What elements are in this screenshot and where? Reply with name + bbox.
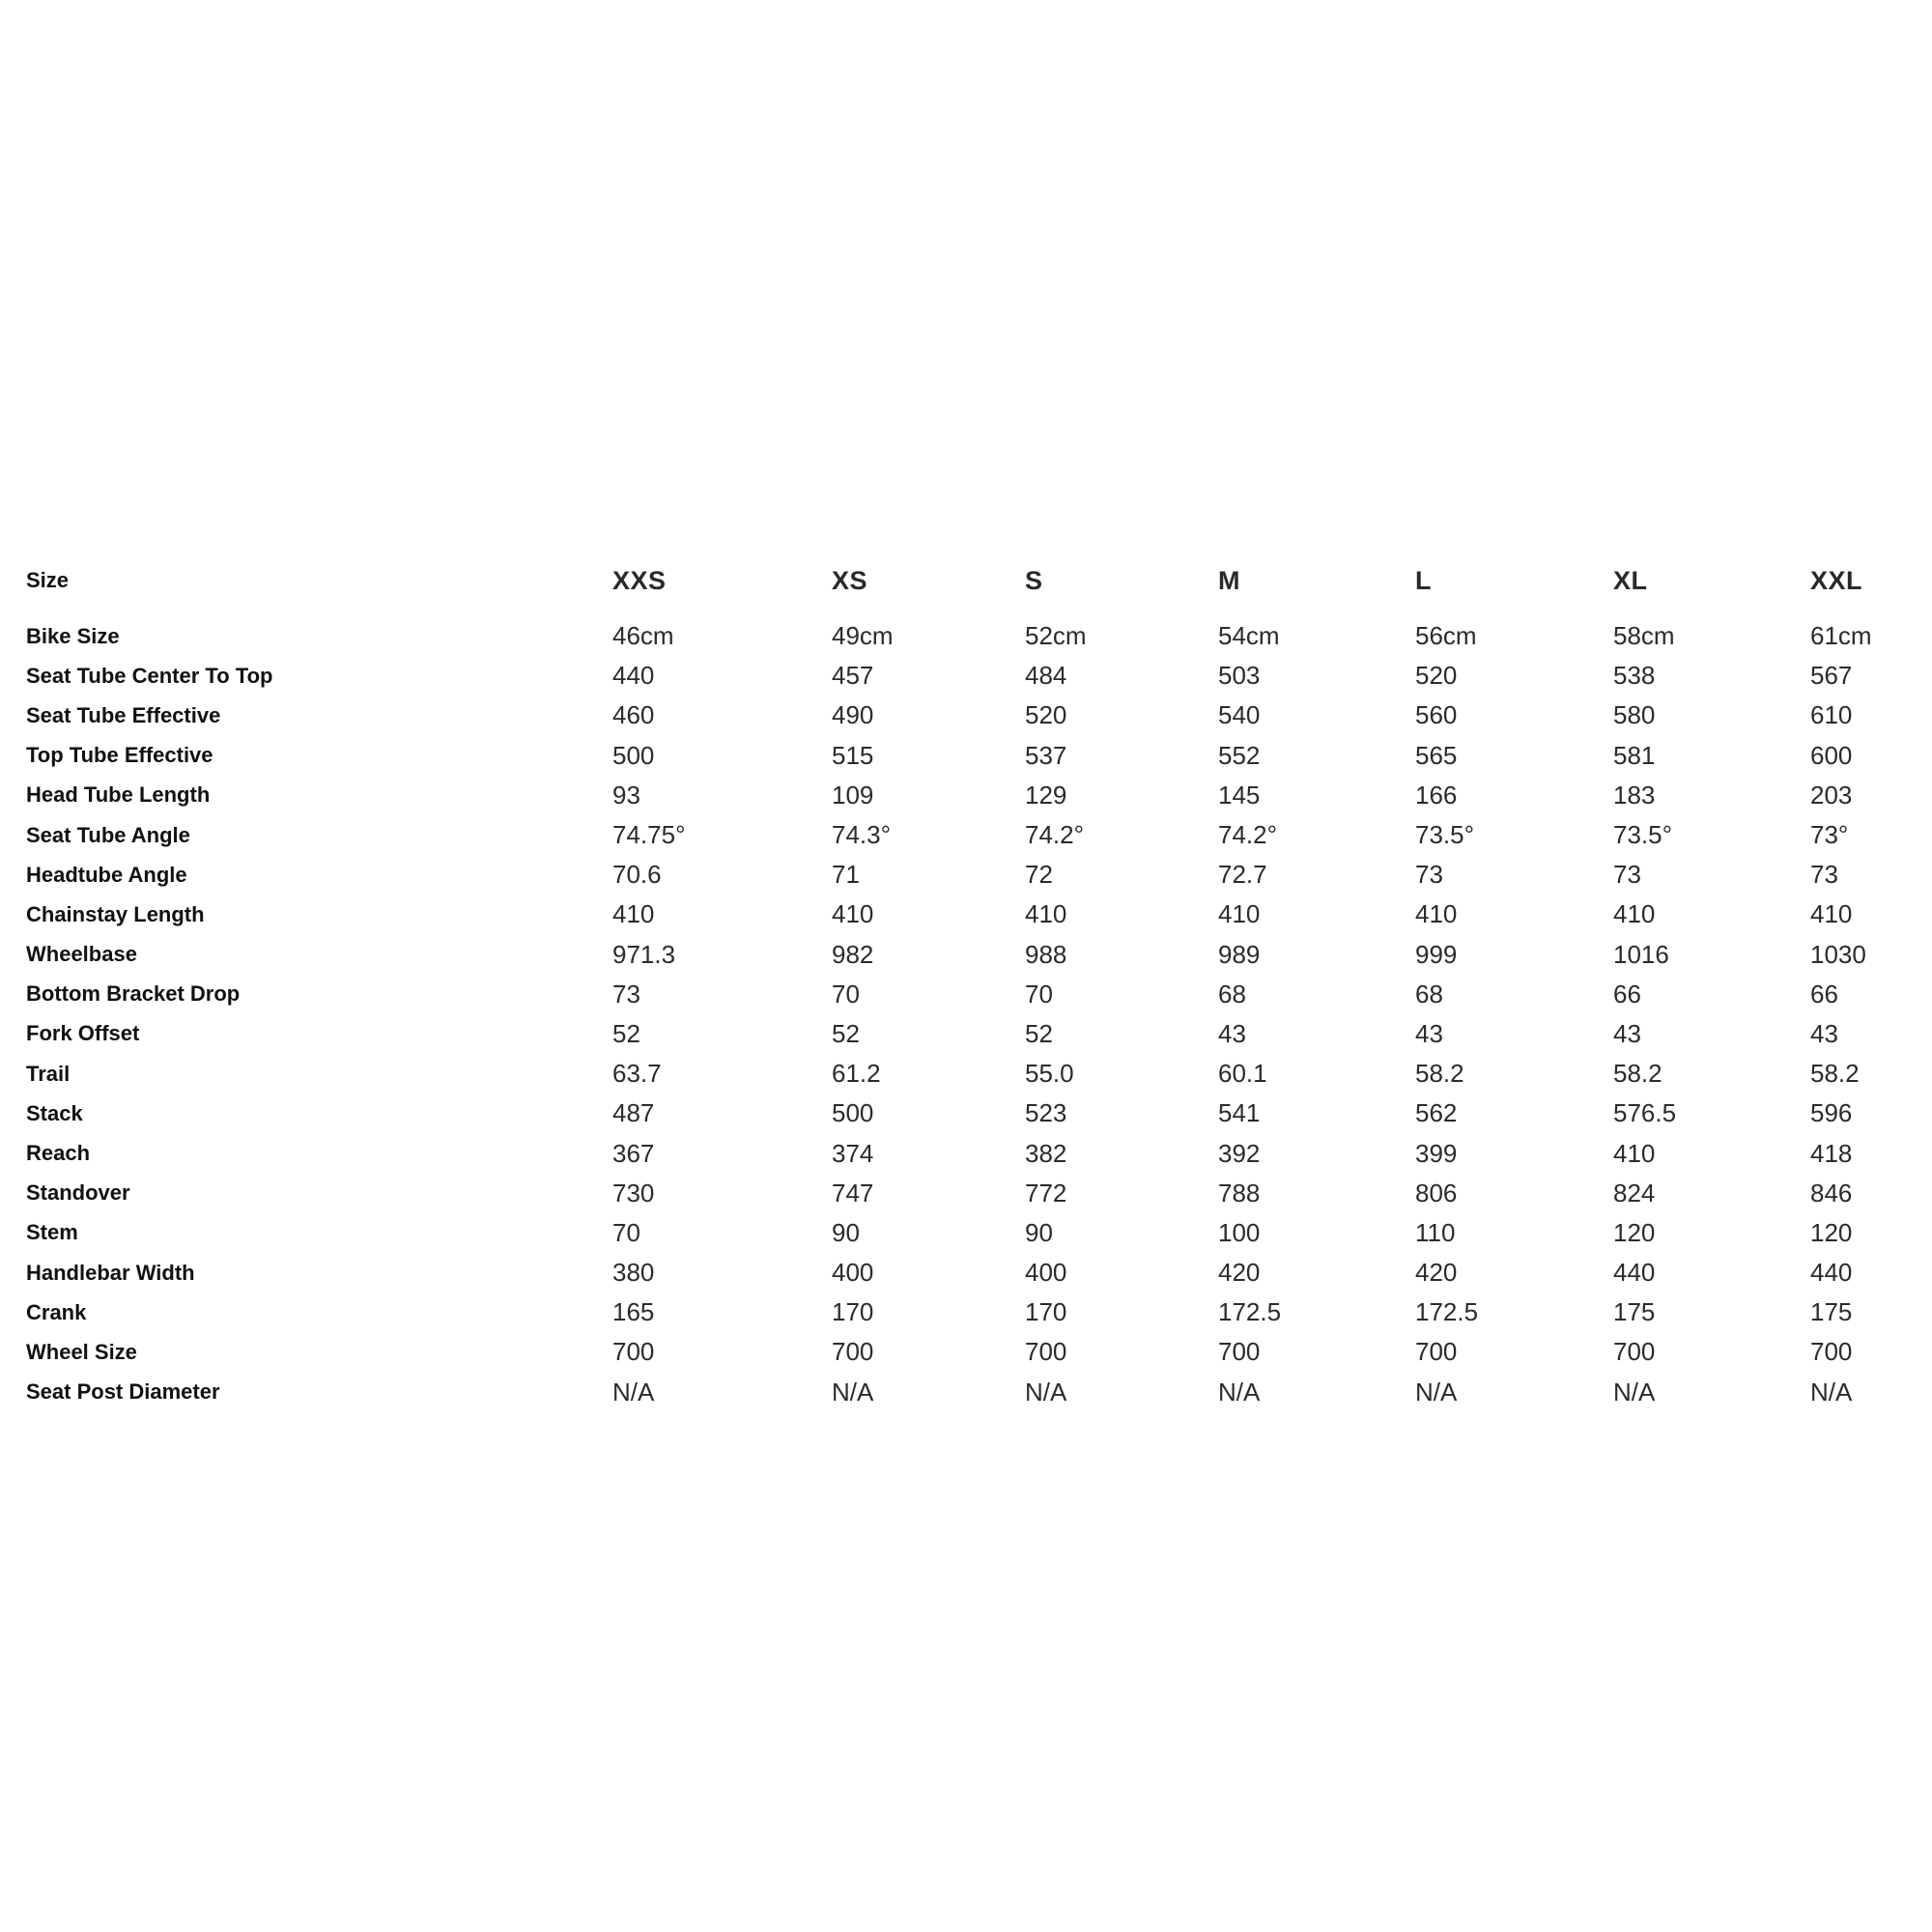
table-row — [26, 855, 1910, 895]
row-label: Seat Tube Angle — [26, 822, 190, 847]
table-cell: 52 — [1025, 1018, 1053, 1048]
table-cell: 600 — [1810, 740, 1853, 770]
table-cell: 520 — [1025, 700, 1067, 730]
table-cell: 515 — [832, 740, 874, 770]
table-row — [26, 1094, 1910, 1133]
table-cell: 43 — [1613, 1018, 1641, 1048]
table-cell: 70.6 — [612, 860, 662, 890]
table-cell: 175 — [1613, 1297, 1656, 1327]
row-label: Seat Post Diameter — [26, 1379, 220, 1405]
table-cell: 183 — [1613, 780, 1656, 810]
table-cell: 747 — [832, 1178, 874, 1208]
table-cell: 565 — [1415, 740, 1458, 770]
table-cell: 49cm — [832, 621, 894, 651]
table-cell: 52cm — [1025, 621, 1087, 651]
table-cell: 537 — [1025, 740, 1067, 770]
table-cell: 846 — [1810, 1178, 1853, 1208]
table-cell: 74.2° — [1218, 820, 1278, 850]
table-cell: 129 — [1025, 780, 1067, 810]
table-row — [26, 1213, 1910, 1253]
table-cell: 788 — [1218, 1178, 1261, 1208]
table-cell: 420 — [1415, 1258, 1458, 1288]
table-cell: 700 — [832, 1337, 874, 1367]
table-cell: 420 — [1218, 1258, 1261, 1288]
table-cell: 552 — [1218, 740, 1261, 770]
table-cell: 503 — [1218, 661, 1261, 691]
table-cell: 410 — [1613, 899, 1656, 929]
table-cell: 61.2 — [832, 1059, 881, 1089]
table-cell: 66 — [1810, 979, 1838, 1009]
table-cell: 54cm — [1218, 621, 1280, 651]
table-cell: 172.5 — [1218, 1297, 1282, 1327]
table-cell: 400 — [1025, 1258, 1067, 1288]
table-cell: 971.3 — [612, 939, 676, 969]
row-label: Seat Tube Effective — [26, 702, 221, 727]
table-cell: 70 — [612, 1217, 640, 1247]
size-header-xs: XS — [832, 565, 868, 595]
table-cell: 457 — [832, 661, 874, 691]
row-label: Wheel Size — [26, 1339, 137, 1364]
table-cell: 700 — [1218, 1337, 1261, 1367]
row-label: Crank — [26, 1299, 87, 1324]
table-cell: 73 — [612, 979, 640, 1009]
table-cell: 43 — [1415, 1018, 1443, 1048]
table-row — [26, 975, 1910, 1014]
table-cell: 730 — [612, 1178, 655, 1208]
table-cell: 418 — [1810, 1138, 1853, 1168]
table-cell: 392 — [1218, 1138, 1261, 1168]
table-cell: 520 — [1415, 661, 1458, 691]
table-cell: 172.5 — [1415, 1297, 1479, 1327]
table-row — [26, 1293, 1910, 1332]
table-cell: N/A — [1415, 1377, 1458, 1406]
row-label: Chainstay Length — [26, 901, 205, 926]
table-cell: 460 — [612, 700, 655, 730]
table-cell: 500 — [612, 740, 655, 770]
row-label: Bike Size — [26, 623, 120, 648]
table-cell: 170 — [832, 1297, 874, 1327]
table-cell: 74.75° — [612, 820, 686, 850]
table-cell: 60.1 — [1218, 1059, 1267, 1089]
table-cell: 988 — [1025, 939, 1067, 969]
table-cell: 400 — [832, 1258, 874, 1288]
table-cell: 43 — [1218, 1018, 1246, 1048]
table-cell: 700 — [1613, 1337, 1656, 1367]
table-cell: 806 — [1415, 1178, 1458, 1208]
size-header-xxl: XXL — [1810, 565, 1863, 595]
table-cell: 700 — [1415, 1337, 1458, 1367]
row-label: Head Tube Length — [26, 782, 211, 808]
table-cell: 73 — [1415, 860, 1443, 890]
table-cell: 367 — [612, 1138, 655, 1168]
table-cell: 109 — [832, 780, 874, 810]
table-cell: N/A — [1613, 1377, 1656, 1406]
table-cell: 410 — [832, 899, 874, 929]
table-cell: 74.3° — [832, 820, 892, 850]
table-cell: 100 — [1218, 1217, 1261, 1247]
table-cell: 560 — [1415, 700, 1458, 730]
row-label: Reach — [26, 1141, 91, 1166]
table-row — [26, 895, 1910, 934]
table-cell: 58.2 — [1613, 1059, 1662, 1089]
geometry-table — [26, 562, 1910, 1412]
size-header-l: L — [1415, 565, 1432, 595]
table-cell: 440 — [612, 661, 655, 691]
size-header-s: S — [1025, 565, 1043, 595]
table-cell: 70 — [832, 979, 860, 1009]
table-cell: 1030 — [1810, 939, 1866, 969]
table-cell: 399 — [1415, 1138, 1458, 1168]
table-cell: 58.2 — [1415, 1059, 1464, 1089]
table-cell: 581 — [1613, 740, 1656, 770]
table-cell: 380 — [612, 1258, 655, 1288]
table-cell: 73 — [1613, 860, 1641, 890]
header-row — [26, 562, 1910, 616]
size-header-xxs: XXS — [612, 565, 667, 595]
header-label: Size — [26, 568, 70, 592]
table-cell: 73.5° — [1613, 820, 1673, 850]
table-cell: 73.5° — [1415, 820, 1475, 850]
table-row — [26, 776, 1910, 815]
table-cell: N/A — [832, 1377, 874, 1406]
table-cell: 165 — [612, 1297, 655, 1327]
table-cell: 93 — [612, 780, 640, 810]
table-cell: 374 — [832, 1138, 874, 1168]
table-cell: 58.2 — [1810, 1059, 1860, 1089]
table-cell: 70 — [1025, 979, 1053, 1009]
table-cell: 772 — [1025, 1178, 1067, 1208]
table-cell: 203 — [1810, 780, 1853, 810]
table-cell: 540 — [1218, 700, 1261, 730]
table-cell: 74.2° — [1025, 820, 1085, 850]
table-cell: 410 — [1613, 1138, 1656, 1168]
table-row — [26, 736, 1910, 776]
table-body — [26, 616, 1910, 1412]
table-row — [26, 1133, 1910, 1173]
table-cell: 700 — [612, 1337, 655, 1367]
table-cell: 120 — [1613, 1217, 1656, 1247]
table-cell: 440 — [1810, 1258, 1853, 1288]
table-cell: 46cm — [612, 621, 674, 651]
table-cell: 58cm — [1613, 621, 1675, 651]
table-cell: 56cm — [1415, 621, 1477, 651]
table-cell: 700 — [1025, 1337, 1067, 1367]
table-row — [26, 1332, 1910, 1372]
row-label: Wheelbase — [26, 942, 137, 967]
table-row — [26, 1054, 1910, 1094]
row-label: Stem — [26, 1220, 78, 1245]
table-cell: 72 — [1025, 860, 1053, 890]
table-cell: 68 — [1218, 979, 1246, 1009]
table-cell: 61cm — [1810, 621, 1872, 651]
table-cell: 73 — [1810, 860, 1838, 890]
table-cell: N/A — [1025, 1377, 1067, 1406]
row-label: Top Tube Effective — [26, 743, 213, 768]
table-cell: 487 — [612, 1098, 655, 1128]
table-cell: 72.7 — [1218, 860, 1267, 890]
row-label: Trail — [26, 1061, 71, 1086]
table-cell: 145 — [1218, 780, 1261, 810]
row-label: Fork Offset — [26, 1021, 140, 1046]
table-row — [26, 935, 1910, 975]
table-cell: 410 — [1218, 899, 1261, 929]
table-row — [26, 656, 1910, 696]
table-row — [26, 696, 1910, 735]
table-cell: 700 — [1810, 1337, 1853, 1367]
table-cell: 410 — [1810, 899, 1853, 929]
row-label: Bottom Bracket Drop — [26, 981, 241, 1007]
table-cell: 562 — [1415, 1098, 1458, 1128]
size-header-m: M — [1218, 565, 1240, 595]
row-label: Stack — [26, 1100, 83, 1125]
table-cell: 170 — [1025, 1297, 1067, 1327]
table-row — [26, 1174, 1910, 1213]
table-cell: 610 — [1810, 700, 1853, 730]
row-label: Seat Tube Center To Top — [26, 663, 273, 688]
table-cell: 541 — [1218, 1098, 1261, 1128]
row-label: Headtube Angle — [26, 862, 187, 887]
table-cell: 66 — [1613, 979, 1641, 1009]
row-label: Standover — [26, 1180, 130, 1206]
table-cell: 410 — [612, 899, 655, 929]
table-cell: 576.5 — [1613, 1098, 1677, 1128]
table-row — [26, 815, 1910, 855]
table-cell: 824 — [1613, 1178, 1656, 1208]
table-cell: 63.7 — [612, 1059, 662, 1089]
table-cell: 52 — [612, 1018, 640, 1048]
table-cell: 440 — [1613, 1258, 1656, 1288]
table-cell: 523 — [1025, 1098, 1067, 1128]
table-cell: 90 — [832, 1217, 860, 1247]
size-header-xl: XL — [1613, 565, 1648, 595]
table-cell: 410 — [1415, 899, 1458, 929]
table-cell: N/A — [1810, 1377, 1853, 1406]
table-cell: 989 — [1218, 939, 1261, 969]
table-cell: 90 — [1025, 1217, 1053, 1247]
table-cell: 982 — [832, 939, 874, 969]
table-cell: 567 — [1810, 661, 1853, 691]
table-cell: 68 — [1415, 979, 1443, 1009]
table-cell: 490 — [832, 700, 874, 730]
table-cell: N/A — [1218, 1377, 1261, 1406]
table-cell: 175 — [1810, 1297, 1853, 1327]
table-cell: 166 — [1415, 780, 1458, 810]
table-row — [26, 1014, 1910, 1054]
table-cell: N/A — [612, 1377, 655, 1406]
table-cell: 484 — [1025, 661, 1067, 691]
table-cell: 382 — [1025, 1138, 1067, 1168]
table-row — [26, 616, 1910, 656]
table-cell: 55.0 — [1025, 1059, 1074, 1089]
table-cell: 71 — [832, 860, 860, 890]
table-cell: 999 — [1415, 939, 1458, 969]
table-cell: 73° — [1810, 820, 1849, 850]
table-cell: 538 — [1613, 661, 1656, 691]
table-row — [26, 1373, 1910, 1412]
table-cell: 500 — [832, 1098, 874, 1128]
table-cell: 410 — [1025, 899, 1067, 929]
table-row — [26, 1253, 1910, 1293]
row-label: Handlebar Width — [26, 1260, 195, 1285]
table-cell: 110 — [1415, 1217, 1456, 1247]
table-cell: 120 — [1810, 1217, 1853, 1247]
table-cell: 43 — [1810, 1018, 1838, 1048]
table-cell: 596 — [1810, 1098, 1853, 1128]
table-cell: 580 — [1613, 700, 1656, 730]
table-cell: 1016 — [1613, 939, 1669, 969]
table-cell: 52 — [832, 1018, 860, 1048]
